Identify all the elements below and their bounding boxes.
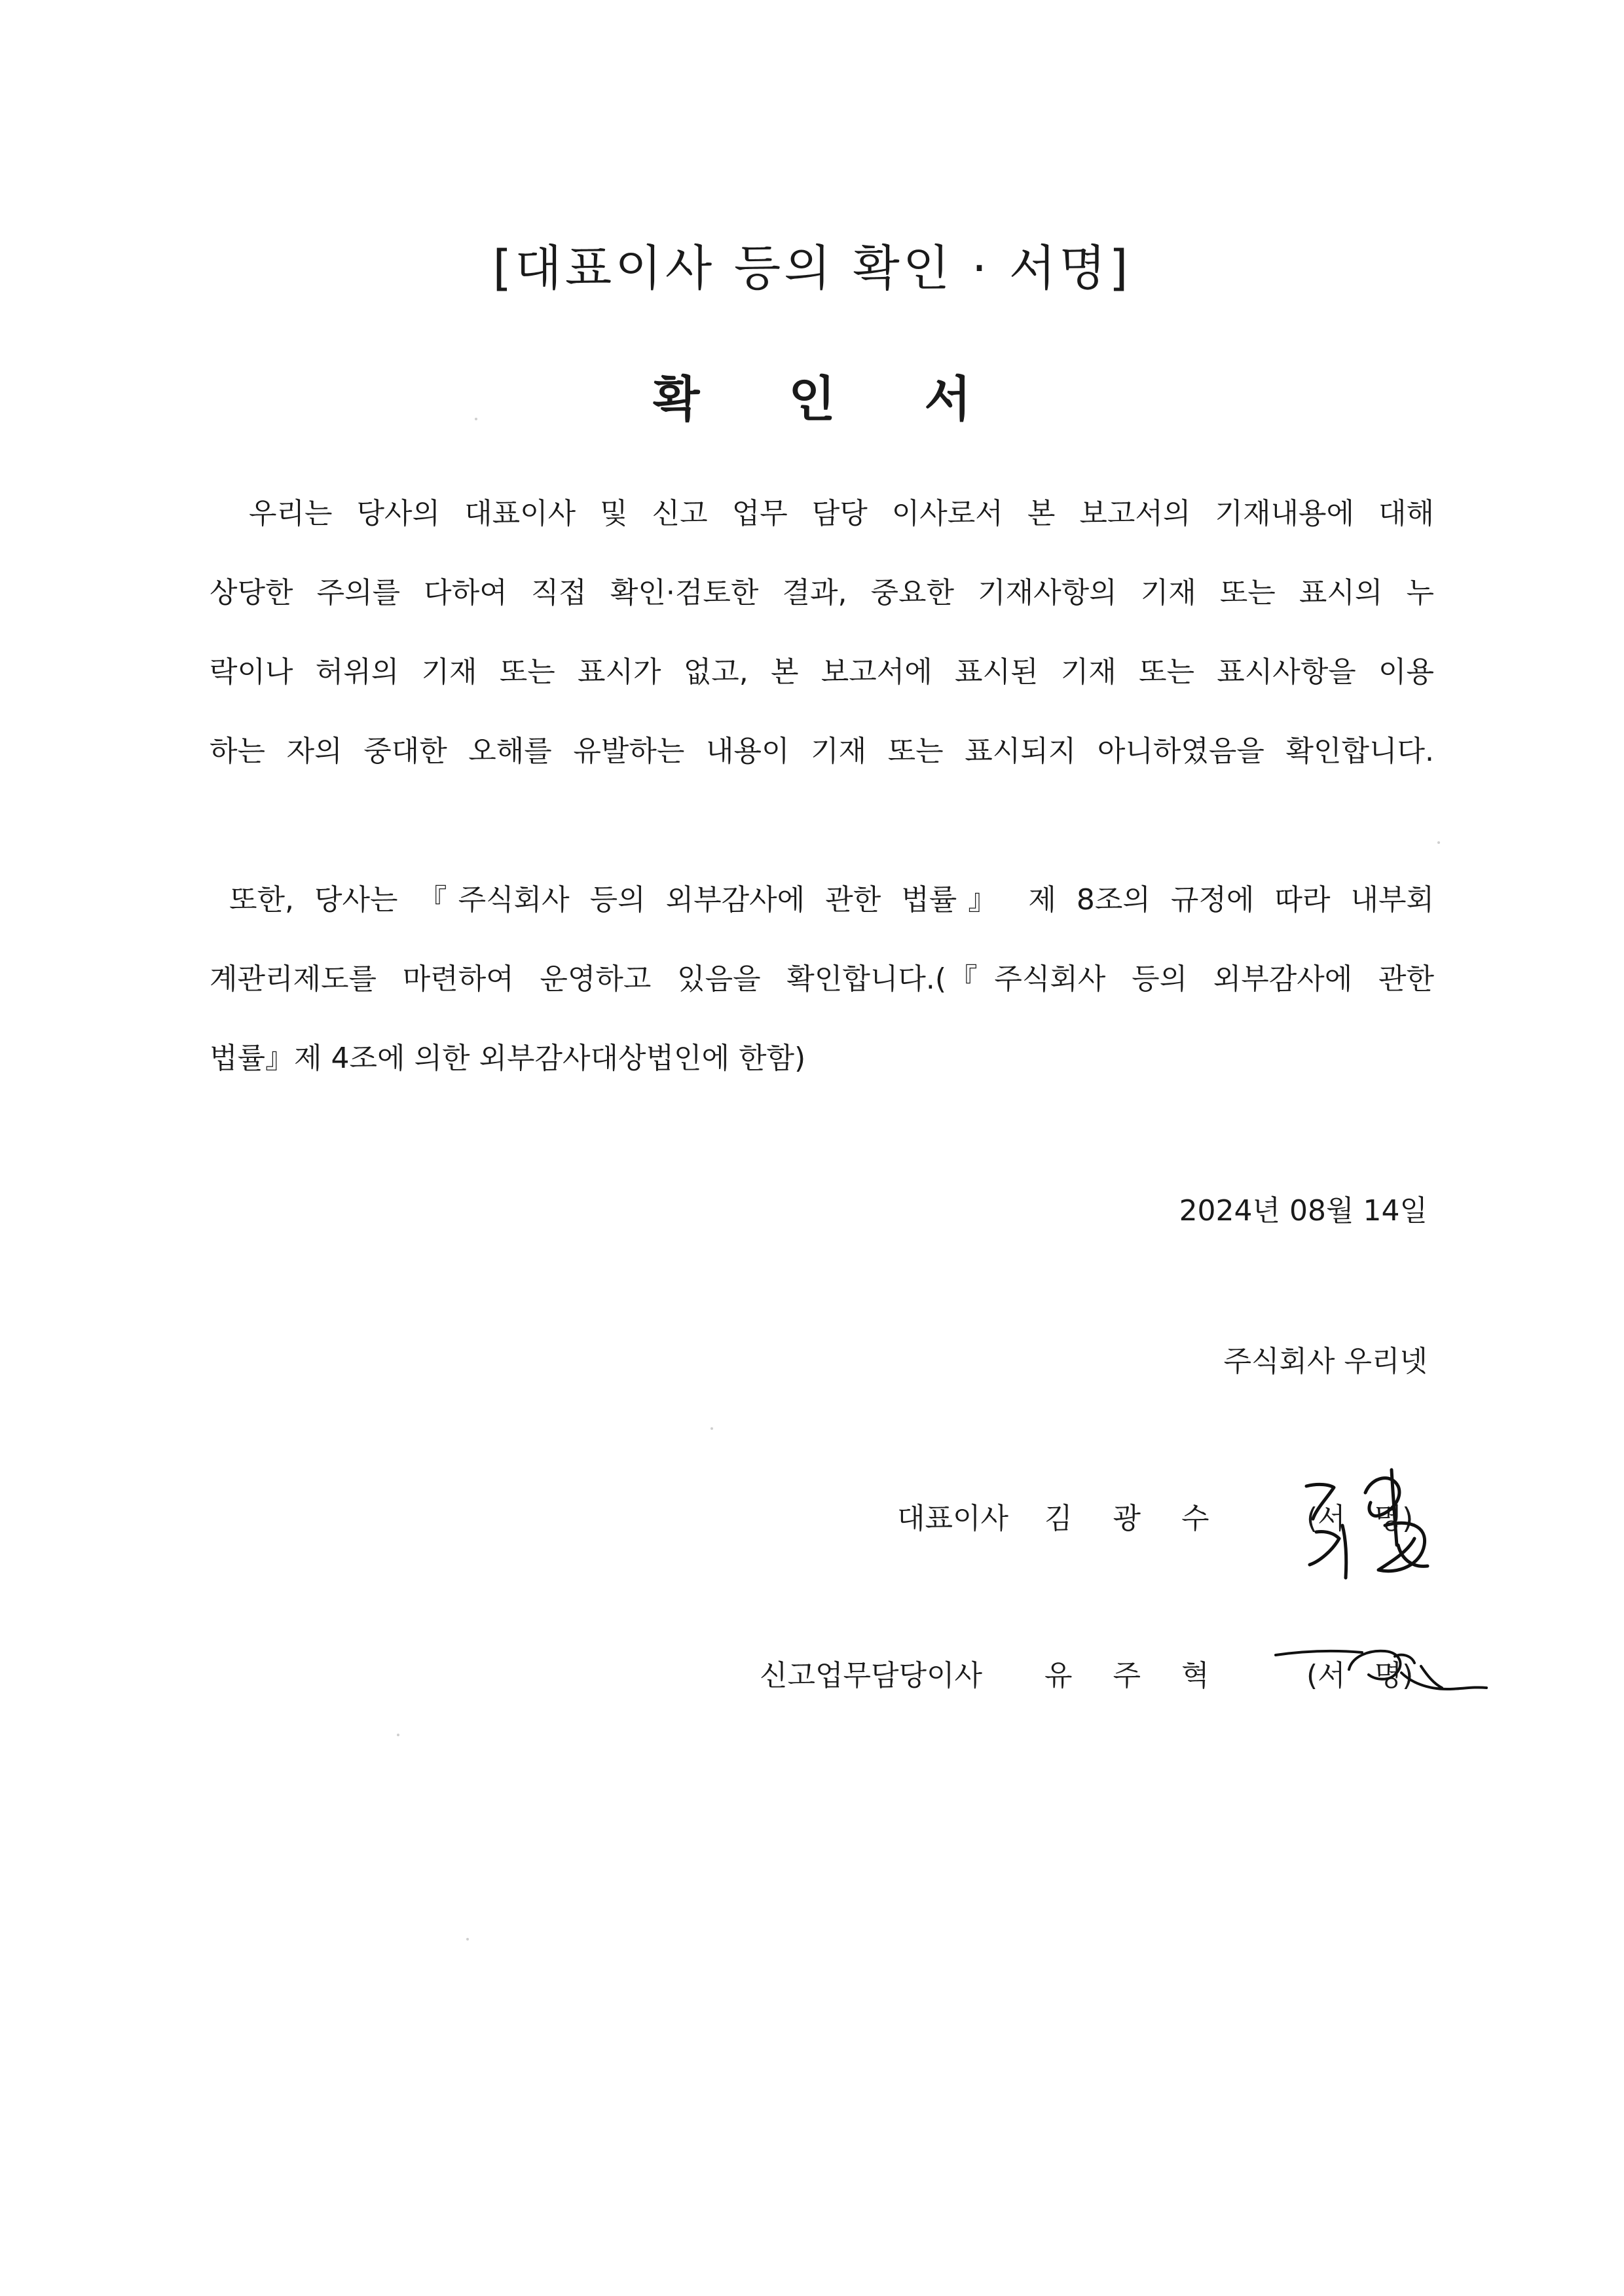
signer-1-role: 대표이사 [897,1502,1009,1535]
signer-2-name: 유 주 혁 [1044,1659,1209,1692]
signature-2-image [1270,1637,1500,1709]
document-date: 2024년 08월 14일 [1179,1194,1428,1228]
paragraph-1-line-4: 하는 자의 중대한 오해를 유발하는 내용이 기재 또는 표시되지 아니하였음을 확인합니다. [210,735,1434,768]
scan-speck [710,1427,713,1430]
paragraph-2-line-2: 계관리제도를 마련하여 운영하고 있음을 확인합니다.(『주식회사 등의 외부감사에 관한 [210,962,1434,996]
paragraph-2-line-3: 법률』제 4조에 의한 외부감사대상법인에 한함) [210,1042,806,1075]
signature-1-image [1293,1447,1457,1591]
scan-speck [475,418,477,420]
paragraph-2-line-1: 또한, 당사는 『주식회사 등의 외부감사에 관한 법률』 제 8조의 규정에 따라 내부회 [229,883,1434,917]
signer-2-role: 신고업무담당이사 [760,1659,983,1692]
signer-1-name: 김 광 수 [1044,1502,1209,1535]
scan-speck [397,1734,399,1736]
paragraph-1-line-2: 상당한 주의를 다하여 직접 확인·검토한 결과, 중요한 기재사항의 기재 또는 표시의 누 [210,576,1434,610]
paragraph-1-line-3: 락이나 허위의 기재 또는 표시가 없고, 본 보고서에 표시된 기재 또는 표시사항을 이용 [210,655,1434,689]
scan-speck [466,1938,469,1941]
paragraph-1-line-1: 우리는 당사의 대표이사 및 신고 업무 담당 이사로서 본 보고서의 기재내용에 대해 [249,497,1434,530]
scan-speck [1437,841,1440,844]
document-header: [대표이사 등의 확인 · 서명] [492,240,1132,297]
signer-1-sign-mark: (서 명) [1306,1502,1414,1535]
document-title: 확 인 서 [653,371,971,428]
signer-2-sign-mark: (서 명) [1306,1659,1414,1692]
company-name: 주식회사 우리넷 [1223,1345,1428,1378]
